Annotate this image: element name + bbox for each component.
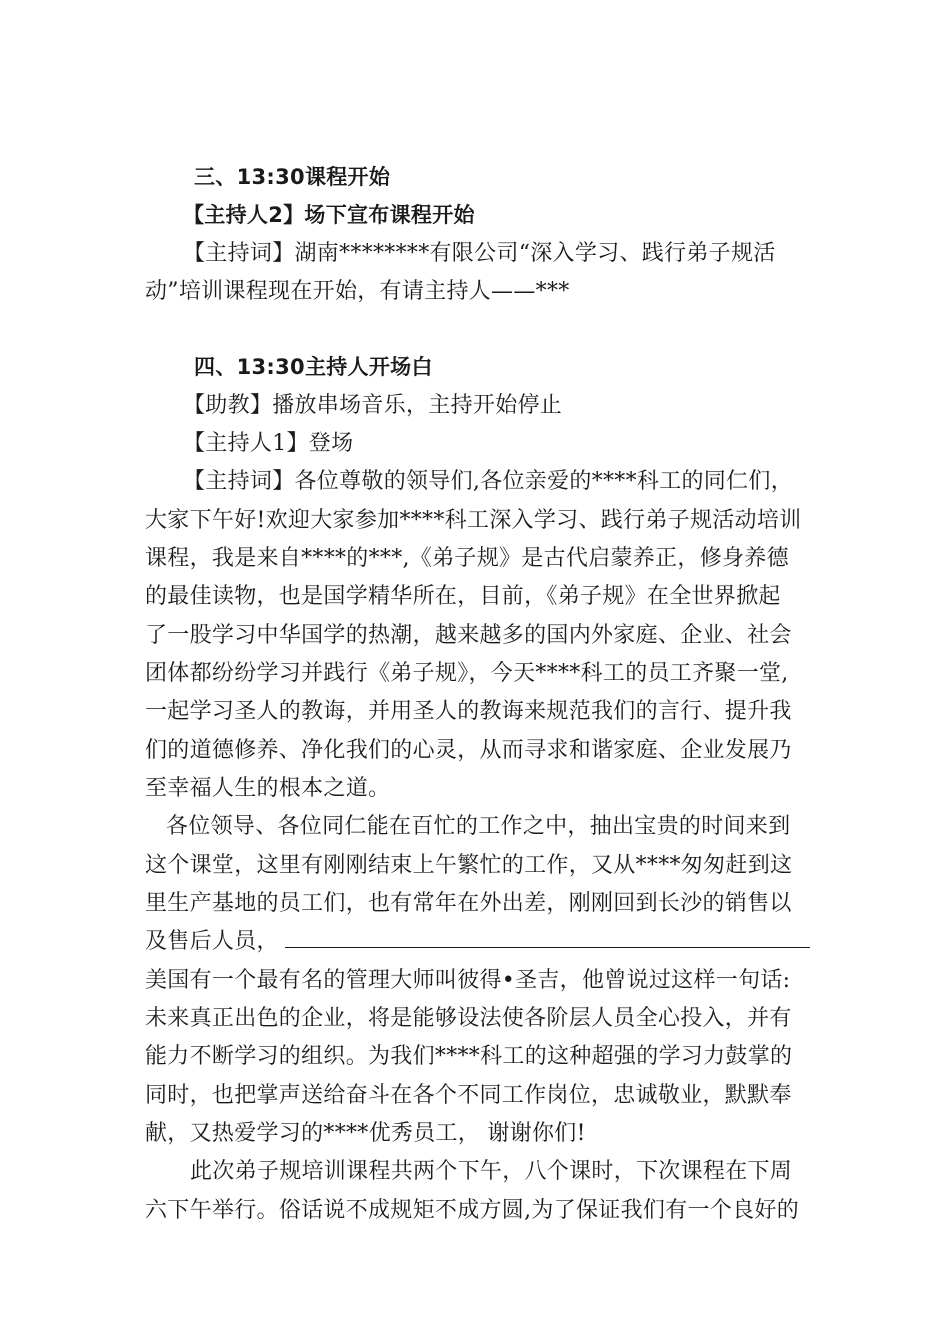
assistant-instruction: 【助教】播放串场音乐，主持开始停止 <box>183 393 563 418</box>
section-4-heading: 四、13:30主持人开场白 <box>194 355 433 379</box>
paragraph-line: 这个课堂，这里有刚刚结束上午繁忙的工作，又从****匆匆赶到这 <box>145 853 793 878</box>
paragraph-line: 美国有一个最有名的管理大师叫彼得•圣吉，他曾说过这样一句话: <box>145 968 791 993</box>
paragraph-line: 了一股学习中华国学的热潮，越来越多的国内外家庭、企业、社会 <box>145 623 792 648</box>
paragraph-line: 各位领导、各位同仁能在百忙的工作之中，抽出宝贵的时间来到 <box>166 814 791 839</box>
paragraph-line-with-blank <box>145 923 810 961</box>
paragraph-line: 此次弟子规培训课程共两个下午，八个课时，下次课程在下周 <box>190 1159 793 1184</box>
paragraph-line: 课程，我是来自****的***,《弟子规》是古代启蒙养正，修身养德 <box>145 546 789 571</box>
fill-in-blank-line <box>285 923 810 948</box>
paragraph-line: 的最佳读物，也是国学精华所在，目前，《弟子规》在全世界掀起 <box>145 584 781 609</box>
paragraph-line: 们的道德修养、净化我们的心灵，从而寻求和谐家庭、企业发展乃 <box>145 738 792 763</box>
paragraph-line: 团体都纷纷学习并践行《弟子规》，今天****科工的员工齐聚一堂, <box>145 661 789 686</box>
paragraph-line: 一起学习圣人的教诲，并用圣人的教诲来规范我们的言行、提升我 <box>145 699 792 724</box>
paragraph-line: 未来真正出色的企业，将是能够设法使各阶层人员全心投入，并有 <box>145 1006 792 1031</box>
host-1-instruction: 【主持人1】登场 <box>183 431 354 456</box>
paragraph-line: 六下午举行。俗话说不成规矩不成方圆,为了保证我们有一个良好的 <box>145 1198 799 1223</box>
host-script-line: 动”培训课程现在开始，有请主持人——*** <box>145 279 570 304</box>
paragraph-line: 大家下午好!欢迎大家参加****科工深入学习、践行弟子规活动培训 <box>145 508 802 533</box>
host-script-line: 【主持词】湖南********有限公司“深入学习、践行弟子规活 <box>183 241 776 266</box>
paragraph-line: 至幸福人生的根本之道。 <box>145 776 391 801</box>
host-2-instruction: 【主持人2】场下宣布课程开始 <box>183 203 475 227</box>
paragraph-text: 及售后人员， <box>145 929 279 954</box>
paragraph-line: 同时，也把掌声送给奋斗在各个不同工作岗位，忠诚敬业，默默奉 <box>145 1083 792 1108</box>
section-3-heading: 三、13:30课程开始 <box>194 165 391 189</box>
paragraph-line: 【主持词】各位尊敬的领导们,各位亲爱的****科工的同仁们， <box>183 469 793 494</box>
paragraph-line: 献，又热爱学习的****优秀员工， 谢谢你们! <box>145 1121 586 1146</box>
paragraph-line: 能力不断学习的组织。为我们****科工的这种超强的学习力鼓掌的 <box>145 1044 793 1069</box>
paragraph-line: 里生产基地的员工们，也有常年在外出差，刚刚回到长沙的销售以 <box>145 891 792 916</box>
